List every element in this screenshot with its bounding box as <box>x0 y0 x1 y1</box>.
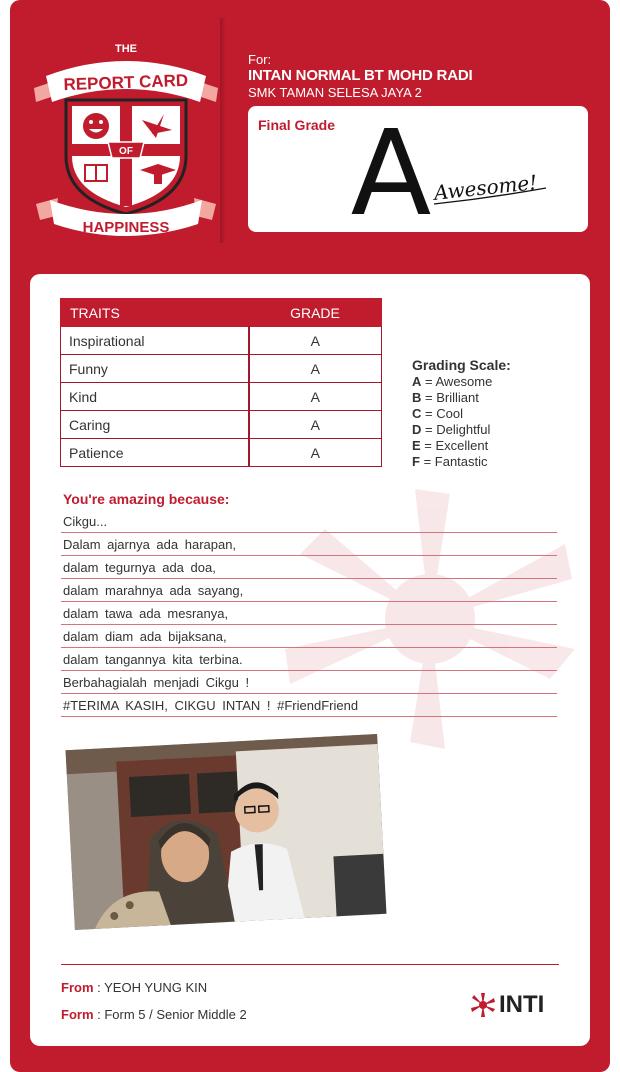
awesome-script <box>430 164 554 208</box>
trait-cell: Kind <box>61 383 249 411</box>
scale-item: C = Cool <box>412 406 463 421</box>
final-grade-label: Final Grade <box>258 117 336 133</box>
scale-meaning: Brilliant <box>436 390 479 405</box>
message-line: Cikgu... <box>61 510 557 533</box>
logo-of-text: OF <box>119 146 133 157</box>
message-line: Berbahagialah menjadi Cikgu ! <box>61 671 557 694</box>
scale-meaning: Awesome <box>435 374 493 389</box>
grade-cell: A <box>249 411 382 439</box>
message-line: dalam marahnya ada sayang, <box>61 579 557 602</box>
logo-report-card-text: REPORT CARD <box>63 70 189 95</box>
final-grade-letter-text: A <box>350 114 432 226</box>
table-row <box>61 383 382 411</box>
trait-cell: Patience <box>61 439 249 467</box>
scale-item: A = Awesome <box>412 374 493 389</box>
scale-meaning: Delightful <box>436 422 491 437</box>
report-card-of-happiness-logo <box>28 36 224 244</box>
message-line: dalam tawa ada mesranya, <box>61 602 557 625</box>
selfie-photo-illustration <box>66 734 387 930</box>
grade-header: GRADE <box>249 299 382 327</box>
form-value: Form 5 / Senior Middle 2 <box>104 1007 247 1022</box>
from-line <box>61 980 207 995</box>
inti-asterisk-icon <box>470 992 496 1018</box>
scale-letter: F <box>412 454 420 469</box>
traits-table-header <box>61 299 382 327</box>
grading-scale-title: Grading Scale: <box>412 357 511 373</box>
logo-happiness-text: HAPPINESS <box>82 219 170 236</box>
final-grade-box <box>248 106 588 232</box>
scale-meaning: Cool <box>436 406 463 421</box>
scale-meaning: Excellent <box>435 438 489 453</box>
message-line: dalam tangannya kita terbina. <box>61 648 557 671</box>
inti-logo <box>470 990 544 1020</box>
selfie-photo <box>66 734 387 930</box>
scale-letter: A <box>412 374 422 389</box>
inti-brand-text: INTI <box>499 991 545 1018</box>
form-separator: : <box>93 1007 105 1022</box>
scale-letter: C <box>412 406 422 421</box>
footer-divider <box>61 964 559 965</box>
for-label: For: <box>248 52 272 67</box>
message-line: #TERIMA KASIH, CIKGU INTAN ! #FriendFriend <box>61 694 557 717</box>
table-row <box>61 327 382 355</box>
logo-divider <box>220 18 226 243</box>
table-row <box>61 439 382 467</box>
message-line: dalam diam ada bijaksana, <box>61 625 557 648</box>
traits-header: TRAITS <box>61 299 249 327</box>
recipient-school: SMK TAMAN SELESA JAYA 2 <box>248 85 422 100</box>
form-line <box>61 1007 247 1022</box>
scale-meaning: Fantastic <box>434 454 488 469</box>
grade-cell: A <box>249 355 382 383</box>
amazing-title: You're amazing because: <box>63 491 230 507</box>
grade-cell: A <box>249 439 382 467</box>
scale-item: B = Brilliant <box>412 390 479 405</box>
from-label: From <box>61 980 94 995</box>
traits-table <box>60 298 382 467</box>
message-lines <box>61 510 557 717</box>
awesome-word: Awesome! <box>432 170 539 205</box>
main-panel <box>30 274 590 1046</box>
final-grade-letter <box>346 114 436 226</box>
scale-letter: B <box>412 390 422 405</box>
grade-cell: A <box>249 327 382 355</box>
trait-cell: Inspirational <box>61 327 249 355</box>
grading-scale <box>412 357 511 470</box>
table-row <box>61 411 382 439</box>
scale-item: E = Excellent <box>412 438 489 453</box>
trait-cell: Funny <box>61 355 249 383</box>
message-line: Dalam ajarnya ada harapan, <box>61 533 557 556</box>
logo-the-text: THE <box>115 43 137 55</box>
grade-cell: A <box>249 383 382 411</box>
scale-item: D = Delightful <box>412 422 491 437</box>
trait-cell: Caring <box>61 411 249 439</box>
from-separator: : <box>93 980 105 995</box>
form-label: Form <box>61 1007 94 1022</box>
from-value: YEOH YUNG KIN <box>104 980 208 995</box>
scale-item: F = Fantastic <box>412 454 488 469</box>
recipient-name: INTAN NORMAL BT MOHD RADI <box>248 67 473 84</box>
scale-letter: E <box>412 438 421 453</box>
message-line: dalam tegurnya ada doa, <box>61 556 557 579</box>
scale-letter: D <box>412 422 422 437</box>
table-row <box>61 355 382 383</box>
